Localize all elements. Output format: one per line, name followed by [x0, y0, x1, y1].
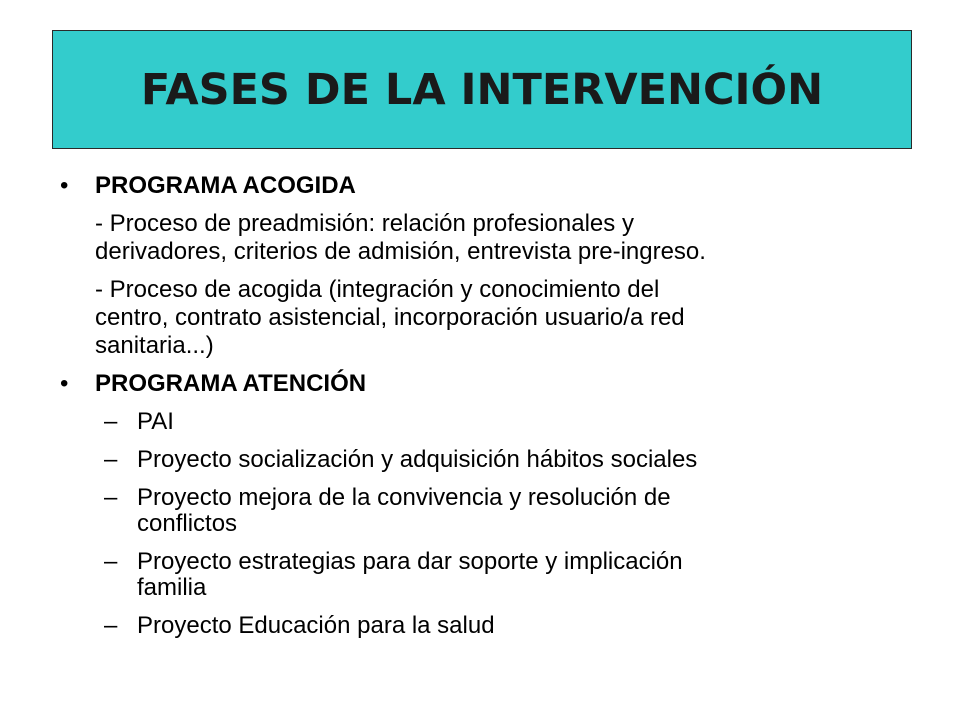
section-heading-acogida: PROGRAMA ACOGIDA — [95, 172, 356, 199]
dash-icon: – — [104, 612, 118, 639]
paragraph-acogida-line1: - Proceso de acogida (integración y conocimiento del — [95, 276, 660, 303]
list-item-convivencia-line2: conflictos — [137, 510, 238, 537]
paragraph-acogida-line3: sanitaria...) — [95, 332, 214, 359]
list-item-socializacion: Proyecto socialización y adquisición hábitos sociales — [137, 446, 698, 473]
dash-icon: – — [104, 408, 118, 435]
list-item-convivencia-line1: Proyecto mejora de la convivencia y resolución de — [137, 484, 671, 511]
bullet-icon: • — [60, 370, 69, 397]
list-item-pai: PAI — [137, 408, 174, 435]
bullet-icon: • — [60, 172, 69, 199]
paragraph-preadmision-line2: derivadores, criterios de admisión, entrevista pre-ingreso. — [95, 238, 706, 265]
section-heading-atencion: PROGRAMA ATENCIÓN — [95, 370, 367, 397]
list-item-familia-line1: Proyecto estrategias para dar soporte y implicación — [137, 548, 683, 575]
dash-icon: – — [104, 484, 118, 511]
slide-title: FASES DE LA INTERVENCIÓN — [140, 64, 824, 115]
list-item-salud: Proyecto Educación para la salud — [137, 612, 495, 639]
paragraph-preadmision-line1: - Proceso de preadmisión: relación profesionales y — [95, 210, 634, 237]
paragraph-acogida-line2: centro, contrato asistencial, incorporación usuario/a red — [95, 304, 685, 331]
list-item-familia-line2: familia — [137, 574, 207, 601]
dash-icon: – — [104, 446, 118, 473]
dash-icon: – — [104, 548, 118, 575]
